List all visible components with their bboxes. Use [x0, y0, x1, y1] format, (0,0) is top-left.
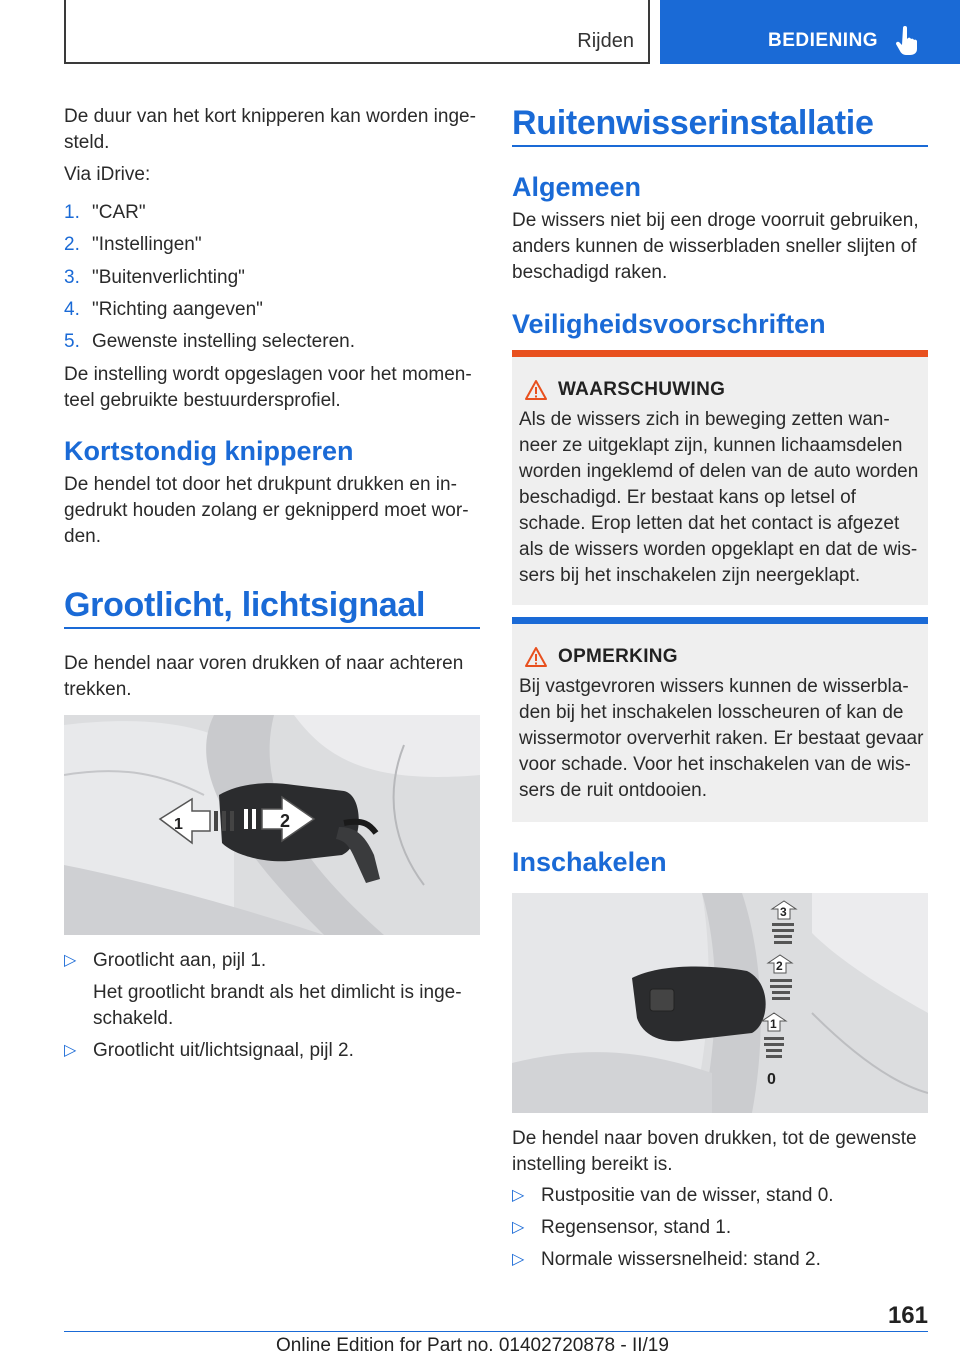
list-number: 5.: [64, 331, 80, 352]
warning-title: WAARSCHUWING: [558, 379, 726, 400]
header-section-tab[interactable]: [64, 0, 650, 64]
arrow-label-2: 2: [280, 811, 291, 831]
list-number: 2.: [64, 234, 80, 255]
pointing-hand-icon: [894, 26, 922, 56]
list-text: "Buitenverlichting": [92, 267, 245, 288]
warning-box: [512, 350, 928, 605]
stand-label-0: 0: [767, 1071, 776, 1088]
wiper-lever-illustration: [512, 893, 928, 1113]
section-title: Rijden: [577, 30, 634, 52]
chapter-title: BEDIENING: [768, 30, 879, 51]
heading-inschakelen: Inschakelen: [512, 847, 667, 877]
lever-illustration: [64, 715, 480, 935]
list-text: Gewenste instelling selecteren.: [92, 331, 355, 352]
bullet-text: Grootlicht uit/lichtsignaal, pijl 2.: [93, 1040, 354, 1061]
bullet-text: Grootlicht aan, pijl 1.: [93, 950, 267, 971]
triangle-bullet-icon: ▷: [64, 1042, 77, 1059]
heading-rule: [64, 627, 480, 629]
heading-grootlicht: Grootlicht, lichtsignaal: [64, 586, 426, 624]
heading-rule: [512, 145, 928, 147]
notice-box: [512, 617, 928, 822]
heading-ruitenwisser: Ruitenwisserinstallatie: [512, 104, 874, 142]
bullet-text: Normale wissersnelheid: stand 2.: [541, 1249, 821, 1270]
heading-kortstondig: Kortstondig knipperen: [64, 436, 354, 466]
triangle-bullet-icon: ▷: [512, 1251, 525, 1268]
list-number: 3.: [64, 267, 80, 288]
list-number: 1.: [64, 202, 80, 223]
triangle-bullet-icon: ▷: [512, 1187, 525, 1204]
footer-rule: [64, 1331, 928, 1332]
notice-text: Bij vastgevroren wissers kunnen de wisserbla- den bij het inschakelen losscheuren of kan de wissermotor oververhit raken. Er bestaat gevaar voor schade. Voor het inschakelen van de wis- sers de ruit ontdooien.: [519, 676, 924, 801]
list-text: "CAR": [92, 202, 146, 223]
bullet-text: Het grootlicht brandt als het dimlicht is inge- schakeld.: [93, 982, 462, 1029]
list-number: 4.: [64, 299, 80, 320]
saved-note: De instelling wordt opgeslagen voor het momen- teel gebruikte bestuurdersprofiel.: [64, 364, 472, 411]
inschakelen-paragraph: De hendel naar boven drukken, tot de gewenste instelling bereikt is.: [512, 1128, 917, 1175]
warning-bar: [512, 350, 928, 357]
arrow-label-1: 1: [174, 816, 183, 833]
algemeen-paragraph: De wissers niet bij een droge voorruit gebruiken, anders kunnen de wisserbladen sneller slijten of beschadigd raken.: [512, 210, 919, 283]
notice-title: OPMERKING: [558, 646, 678, 667]
stand-label-3: 3: [780, 905, 787, 919]
grootlicht-paragraph: De hendel naar voren drukken of naar achteren trekken.: [64, 653, 464, 700]
notice-triangle-icon: [524, 646, 548, 668]
warning-triangle-icon: [524, 379, 548, 401]
via-idrive-label: Via iDrive:: [64, 164, 151, 185]
bullet-text: Rustpositie van de wisser, stand 0.: [541, 1185, 834, 1206]
page-number: 161: [887, 1302, 928, 1329]
edition-footer: Online Edition for Part no. 01402720878 - II/19: [276, 1335, 669, 1356]
warning-text: Als de wissers zich in beweging zetten wan- neer ze uitgeklapt zijn, kunnen lichaamsdelen worden ingeklemd of delen van de auto worden beschadigd. Er bestaat kans op letsel of schade. Erop letten dat het contact is afgezet als de wissers worden opgeklapt en dat de wis- sers bij het inschakelen zijn neergeklapt.: [519, 409, 919, 586]
triangle-bullet-icon: ▷: [64, 952, 77, 969]
bullet-text: Regensensor, stand 1.: [541, 1217, 732, 1238]
list-text: "Richting aangeven": [92, 299, 263, 320]
stand-label-2: 2: [776, 959, 783, 973]
notice-bar: [512, 617, 928, 624]
triangle-bullet-icon: ▷: [512, 1219, 525, 1236]
heading-algemeen: Algemeen: [512, 172, 642, 202]
intro-paragraph: De duur van het kort knipperen kan worden inge- steld.: [64, 106, 476, 153]
kortstondig-paragraph: De hendel tot door het drukpunt drukken en in- gedrukt houden zolang er geknipperd moet wor- den.: [64, 474, 469, 547]
heading-veiligheid: Veiligheidsvoorschriften: [512, 309, 826, 339]
stand-label-1: 1: [770, 1017, 777, 1031]
list-text: "Instellingen": [92, 234, 202, 255]
